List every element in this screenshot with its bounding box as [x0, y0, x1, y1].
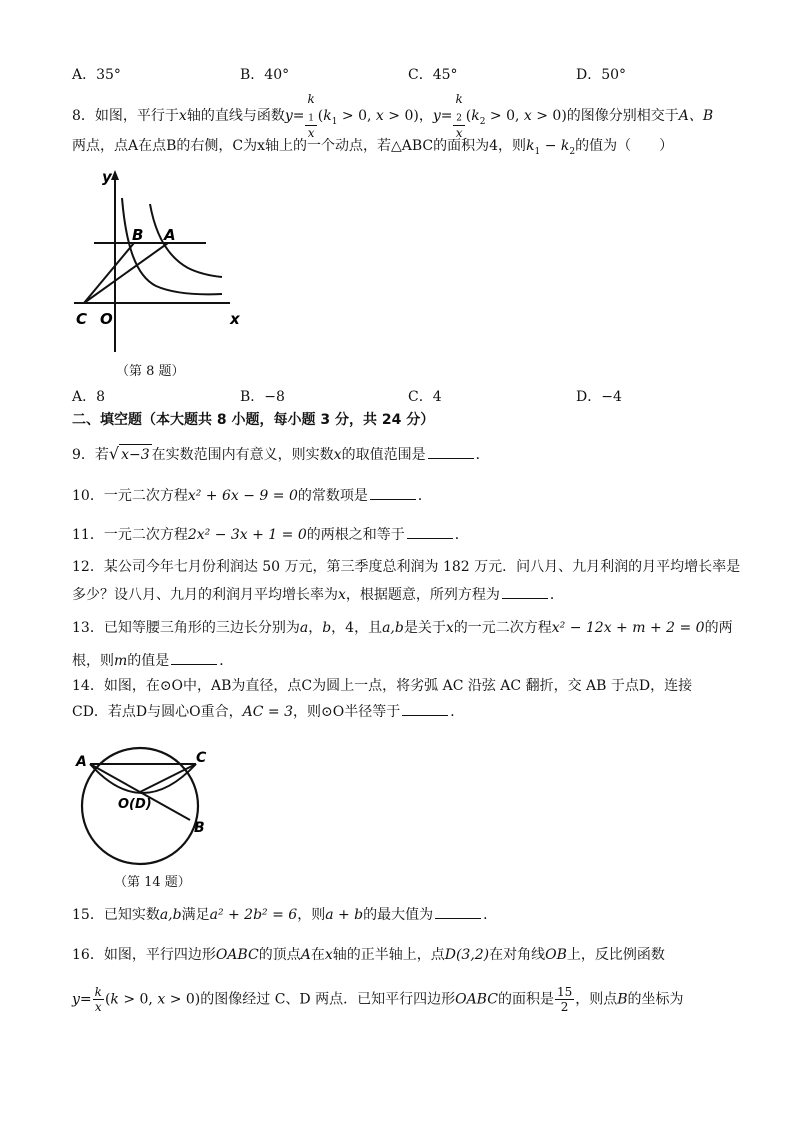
q11-end: ．: [454, 527, 469, 543]
q16-line1d: 轴的正半轴上，点: [332, 947, 445, 963]
q9-suffix: 在实数范围内有意义，则实数: [151, 447, 334, 463]
q15-equation: a² + 2b² = 6: [209, 907, 298, 923]
q16-line2d: 的坐标为: [627, 991, 684, 1008]
q15: [72, 904, 497, 925]
q12-var: x: [338, 587, 346, 603]
q8-line2-end: 的值为（ ）: [575, 138, 674, 154]
q11-answer-blank[interactable]: [407, 524, 453, 539]
q8-option-d: D．−4: [576, 389, 622, 405]
q14-line2b: ，则⊙O半径等于: [293, 704, 401, 720]
q9-prefix: 9．若: [72, 447, 109, 463]
q14-figure: [72, 740, 222, 872]
q8-fig-label-a: A: [164, 226, 176, 244]
q8-x-axis: x: [178, 108, 187, 125]
q7-option-a: A．35°: [72, 67, 121, 83]
q14-equation: AC = 3: [242, 704, 294, 720]
q7-option-b: B．40°: [240, 67, 290, 83]
q16-area-numerator: 15: [556, 985, 573, 999]
q10-end: ．: [417, 488, 432, 504]
q14-fig-label-a: A: [76, 754, 87, 770]
q8-fig-label-o: O: [100, 310, 113, 328]
q16-line2a: 的图像经过 C、D 两点．已知平行四边形: [200, 991, 456, 1008]
q8-line2: 两点，点A在点B的右侧，C为x轴上的一个动点，若△ABC的面积为4，则$k_1 - k_2$的值为（ ）: [72, 138, 674, 157]
q11-prefix: 11．一元二次方程: [72, 527, 188, 543]
q16-line2c: ，则点: [575, 991, 618, 1008]
q14-fig-label-od: O(D): [118, 797, 152, 812]
q13-line1b: ，4，且: [331, 620, 383, 636]
q10-equation: x² + 6x − 9 = 0: [187, 488, 298, 504]
q15-expr: a + b: [325, 907, 364, 923]
q13-line2: 根，则m的值是 ．: [72, 650, 233, 671]
q14-line2: [72, 701, 464, 722]
q12-line2b: ，根据题意，所列方程为: [345, 587, 500, 603]
q9-radicand: x−3: [119, 444, 152, 465]
q16-ob: OB: [545, 947, 567, 963]
q12-line2: [72, 584, 564, 605]
q14-fig-label-b: B: [194, 820, 205, 836]
section-heading: 二、填空题（本大题共 8 小题，每小题 3 分，共 24 分）: [72, 412, 435, 428]
q15-end: ．: [483, 907, 498, 923]
q16-line1b: 的顶点: [258, 947, 301, 963]
q8-ab: A、B: [678, 108, 714, 125]
q16-area-denominator: 2: [560, 1000, 569, 1014]
q14-line2a: CD．若点D与圆心O重合，: [72, 704, 243, 720]
q9-end: ．: [475, 447, 490, 463]
q8-option-b: B．−8: [240, 389, 285, 405]
q15-prefix: 15．已知实数: [72, 907, 160, 923]
q12-answer-blank[interactable]: [502, 584, 548, 599]
q8-fig-label-b: B: [132, 226, 144, 244]
q13-line1e: 的两: [704, 620, 733, 636]
q16-line1f: 上，反比例函数: [566, 947, 665, 963]
q8-fig-label-c: C: [76, 310, 88, 328]
q12-line1: 12．某公司今年七月份利润达 50 万元，第三季度总利润为 182 万元．问八月、九月利润的月平均增长率是: [72, 559, 741, 575]
q8-prefix: 8．如图，平行于: [72, 108, 179, 125]
q14-line1: 14．如图，在⊙O中，AB为直径，点C为圆上一点，将劣弧 AC 沿弦 AC 翻折，交 AB 于点D，连接: [72, 678, 693, 694]
q13-line1a: 13．已知等腰三角形的三边长分别为: [72, 620, 300, 636]
q8-line2-text: 两点，点A在点B的右侧，C为x轴上的一个动点，若△ABC的面积为4，则: [72, 138, 527, 154]
q16-oabc: OABC: [215, 947, 259, 963]
q9: 9．若√ x−3 在实数范围内有意义，则实数x的取值范围是 ．: [72, 444, 490, 463]
q13-line2a: 根，则: [72, 653, 114, 669]
q12-end: ．: [549, 587, 564, 603]
q12-line2-text: 多少？设八月、九月的利润月平均增长率为: [72, 587, 338, 603]
q7-option-c: C．45°: [408, 67, 458, 83]
q16-line2b: 的面积是: [497, 991, 554, 1008]
q8-figure: [70, 166, 250, 358]
q8-mid1: 轴的直线与函数: [186, 108, 285, 125]
q10: [72, 485, 432, 506]
q10-suffix: 的常数项是: [297, 488, 368, 504]
q16-line1a: 16．如图，平行四边形: [72, 947, 216, 963]
q9-suffix2: 的取值范围是: [341, 447, 426, 463]
q10-prefix: 10．一元二次方程: [72, 488, 188, 504]
q16-line1c: 在: [310, 947, 325, 963]
q15-vars: a,b: [159, 907, 182, 923]
q14-caption: （第 14 题）: [114, 875, 191, 890]
q16-oabc-2: OABC: [455, 991, 498, 1008]
q8-caption: （第 8 题）: [116, 364, 185, 379]
q14-answer-blank[interactable]: [402, 701, 448, 716]
q16-line1e: 在对角线: [489, 947, 546, 963]
q11-equation: 2x² − 3x + 1 = 0: [187, 527, 307, 543]
q15-suffix: ，则: [297, 907, 326, 923]
q14-end: ．: [450, 704, 465, 720]
q15-suffix2: 的最大值为: [363, 907, 434, 923]
q9-answer-blank[interactable]: [428, 444, 474, 459]
q13-equation: x² − 12x + m + 2 = 0: [551, 620, 705, 636]
q13-line1: 13．已知等腰三角形的三边长分别为a，b，4，且a,b是关于x的一元二次方程x² − 12x + m + 2 = 0的两: [72, 620, 733, 636]
q13-line2b: 的值是: [127, 653, 170, 669]
q11: [72, 524, 469, 545]
q8-option-c: C．4: [408, 389, 442, 405]
q16-line2: y= $\frac{k}{x}$ (k > 0, x > 0)的图像经过 C、D 两点．已知平行四边形OABC的面积是 $\frac{15}{2}$ ，则点B的坐标为: [72, 985, 684, 1014]
q8-line1: 8．如图，平行于x轴的直线与函数y= k $_1$ x ($k_1 > 0$, x > 0)，y= k $_2$ x ($k_2 > 0$, x > 0)的图像分别相交于A、B: [72, 92, 714, 141]
q13-answer-blank[interactable]: [171, 650, 217, 665]
q16-line1: 16．如图，平行四边形OABC的顶点A在x轴的正半轴上，点D(3,2)在对角线OB上，反比例函数: [72, 947, 665, 963]
q11-suffix: 的两根之和等于: [306, 527, 405, 543]
q10-answer-blank[interactable]: [370, 485, 416, 500]
q14-fig-label-c: C: [196, 750, 207, 766]
q13-line1d: 的一元二次方程: [453, 620, 552, 636]
q15-answer-blank[interactable]: [435, 904, 481, 919]
q8-fig-label-x: x: [230, 310, 240, 328]
q8-option-a: A．8: [72, 389, 106, 405]
q8-fig-label-y: y: [102, 168, 112, 186]
q8-mid2: 的图像分别相交于: [566, 108, 679, 125]
q16-point: D(3,2): [444, 947, 490, 963]
q13-end: ．: [219, 653, 234, 669]
q13-line1c: 是关于: [403, 620, 446, 636]
q15-mid: 满足: [181, 907, 210, 923]
q7-option-d: D．50°: [576, 67, 627, 83]
